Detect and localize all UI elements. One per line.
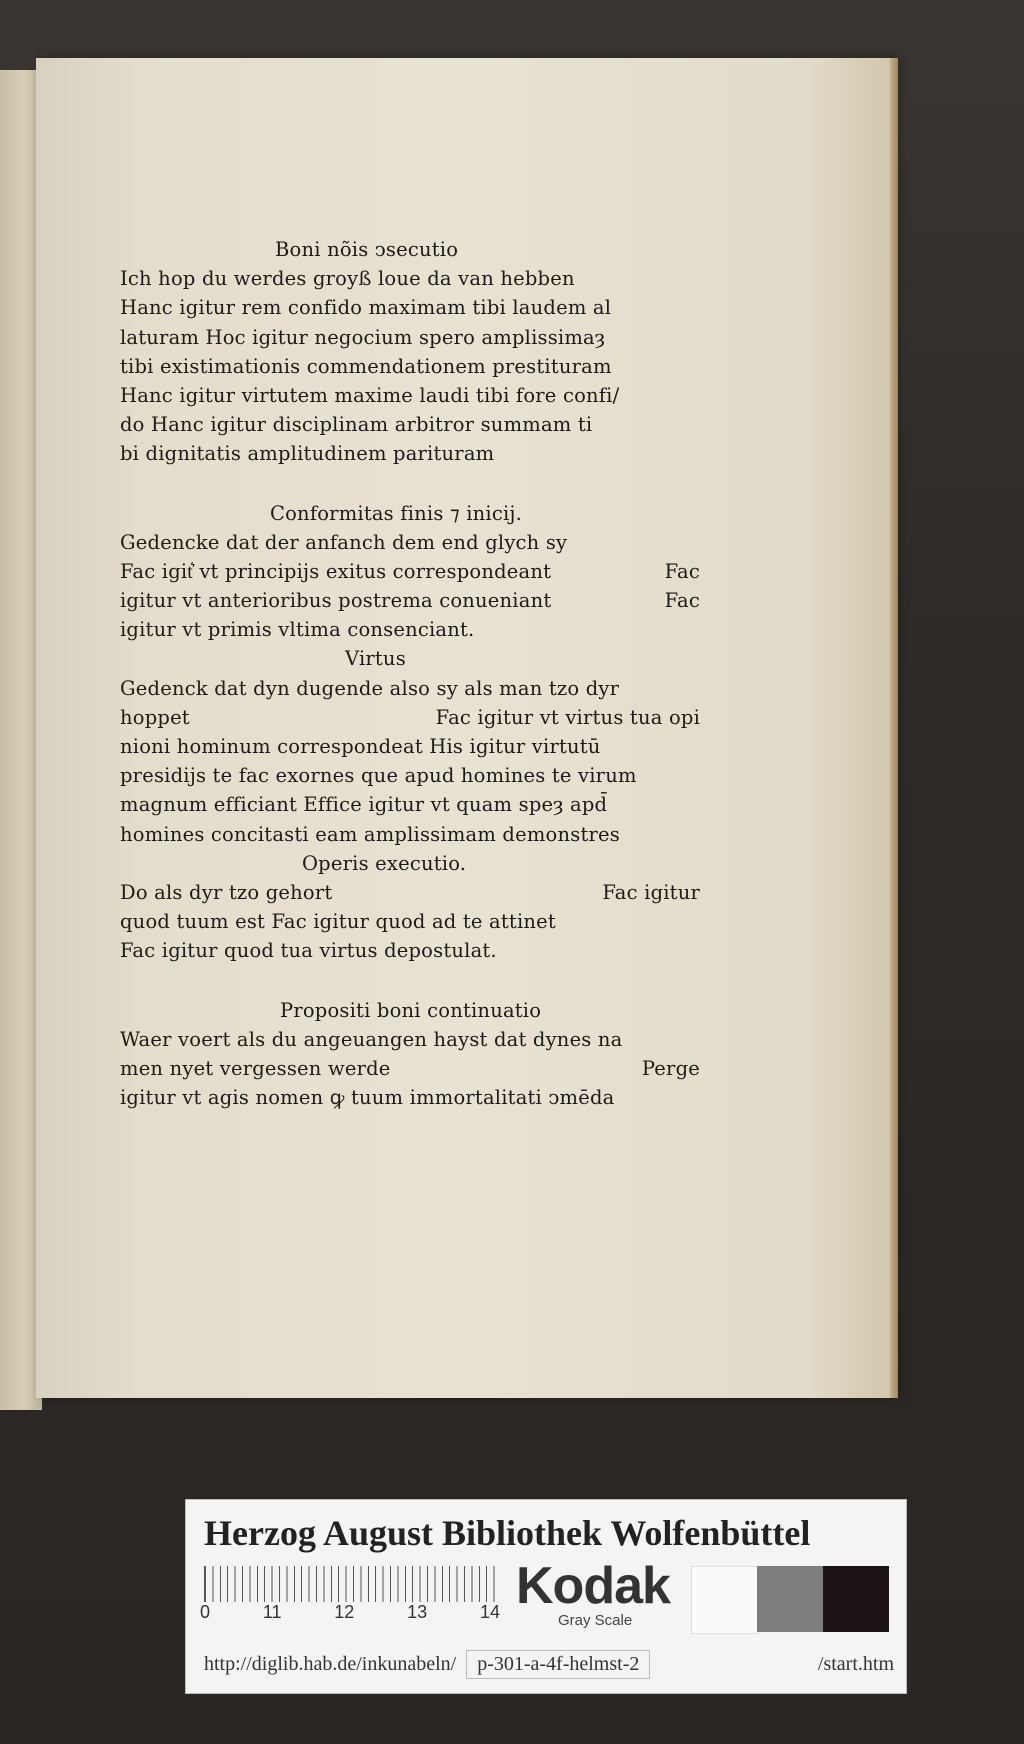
text-line-right: Fac [664, 589, 700, 613]
page-text [120, 235, 700, 1112]
text-line-left: Fac igit͛ vt principijs exitus correspondeant [120, 559, 552, 583]
text-line: igitur vt primis vltima consenciant. [120, 618, 475, 642]
text-line: do Hanc igitur disciplinam arbitror summam ti [120, 413, 593, 437]
ruler-tick-label: 11 [262, 1602, 282, 1622]
text-line: Gedenck dat dyn dugende also sy als man tzo dyr [120, 676, 620, 700]
text-line [120, 878, 700, 907]
url-base: http://diglib.hab.de/inkunabeln/ [204, 1653, 457, 1675]
gray-patch-black [823, 1566, 889, 1632]
ruler [204, 1566, 501, 1602]
text-line: magnum efficiant Effice igitur vt quam speȝ apd̄ [120, 793, 608, 817]
line-gap [120, 469, 700, 499]
gray-patch-white [691, 1566, 759, 1634]
section-heading: Boni nõis ↄsecutio [275, 238, 459, 261]
gray-patch-mid [757, 1566, 823, 1632]
text-line: Ich hop du werdes groyß loue da van hebben [120, 267, 575, 291]
text-line: tibi existimationis commendationem prestituram [120, 354, 612, 378]
page-edge [890, 58, 898, 1398]
url-row [204, 1650, 894, 1679]
section-heading: Conformitas finis ⁊ inicij. [270, 501, 523, 525]
text-line-right: Perge [641, 1056, 700, 1080]
text-line: Waer voert als du angeuangen hayst dat dynes na [120, 1027, 623, 1051]
text-line: Fac igitur quod tua virtus depostulat. [120, 939, 497, 963]
section-heading: Operis executio. [302, 851, 467, 875]
text-line-left: igitur vt anterioribus postrema conueniant [120, 589, 552, 613]
museum-label [185, 1499, 907, 1694]
ruler-tick-label: 0 [200, 1602, 211, 1622]
ruler-tick-label: 13 [407, 1602, 428, 1622]
shelfmark: p-301-a-4f-helmst-2 [466, 1650, 650, 1679]
ruler-tick-label: 14 [479, 1602, 500, 1622]
text-line [120, 1054, 700, 1083]
text-line: Hanc igitur rem confido maximam tibi laudem al [120, 296, 612, 320]
line-gap [120, 966, 700, 996]
text-line-right: Fac [664, 559, 700, 583]
text-line: laturam Hoc igitur negocium spero amplissimaȝ [120, 325, 606, 349]
section-heading: Propositi boni continuatio [280, 998, 542, 1022]
text-line-left: Do als dyr tzo gehort [120, 880, 333, 904]
text-line: bi dignitatis amplitudinem parituram [120, 442, 495, 466]
text-line: Gedencke dat der anfanch dem end glych sy [120, 530, 568, 554]
text-line [120, 586, 700, 615]
text-line-right: Fac igitur [602, 880, 700, 904]
text-line: presidijs te fac exornes que apud homines te virum [120, 764, 637, 788]
section-heading: Virtus [345, 647, 406, 671]
url-end: /start.htm [817, 1653, 894, 1675]
label-title: Herzog August Bibliothek Wolfenbüttel [204, 1513, 811, 1553]
ruler-labels [200, 1602, 500, 1623]
text-line: homines concitasti eam amplissimam demonstres [120, 822, 620, 846]
ruler-tick-label: 12 [334, 1602, 355, 1622]
text-line-right: Fac igitur vt virtus tua opi [435, 705, 700, 729]
kodak-logo: Kodak [516, 1557, 670, 1615]
gray-scale-label: Gray Scale [558, 1612, 633, 1629]
text-line: Hanc igitur virtutem maxime laudi tibi fore confi/ [120, 383, 620, 407]
text-line: nioni hominum correspondeat His igitur virtutū [120, 735, 601, 758]
text-line-left: men nyet vergessen werde [120, 1056, 391, 1080]
text-line: igitur vt agis nomen ꝙ tuum immortalitati ↄmēda [120, 1086, 615, 1110]
text-line: quod tuum est Fac igitur quod ad te attinet [120, 910, 556, 934]
text-line [120, 557, 700, 586]
text-line [120, 703, 700, 732]
text-line-left: hoppet [120, 705, 190, 729]
